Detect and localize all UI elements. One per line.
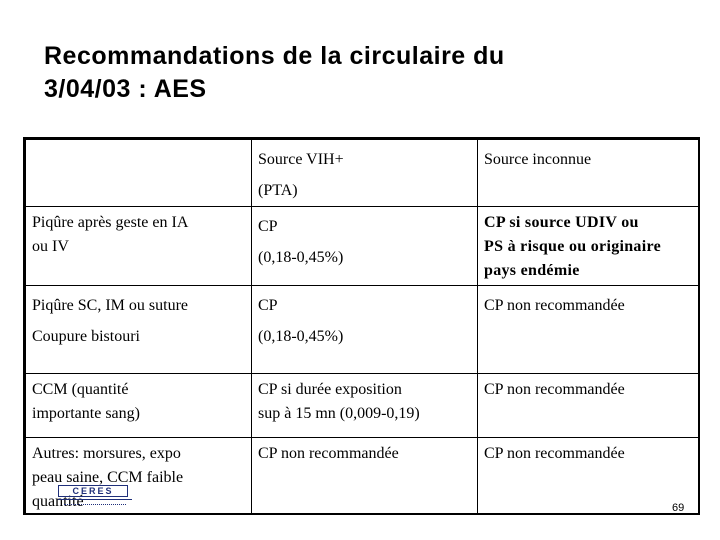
table-header-empty-cell — [26, 140, 252, 207]
cell-line: ou IV — [32, 238, 69, 255]
recommendations-table — [23, 137, 700, 515]
unknown-source-cell — [478, 286, 701, 374]
header-vih-line-1: Source VIH+ — [258, 151, 344, 168]
logo-subline — [64, 504, 126, 509]
ceres-logo-text: CERES — [58, 485, 128, 497]
cell-line: PS à risque ou originaire — [484, 238, 661, 255]
unknown-source-cell — [478, 374, 701, 438]
slide-title-line-1: Recommandations de la circulaire du — [44, 42, 505, 70]
page-number: 69 — [672, 502, 685, 514]
exposure-cell — [26, 286, 252, 374]
cell-line: CP — [258, 218, 278, 235]
cell-line: Piqûre SC, IM ou suture — [32, 297, 188, 314]
header-vih-line-2: (PTA) — [258, 182, 298, 199]
cell-line: Coupure bistouri — [32, 328, 140, 345]
slide-title — [44, 40, 684, 106]
cell-line: (0,18-0,45%) — [258, 328, 344, 345]
header-unknown-line-1: Source inconnue — [484, 151, 592, 168]
table-row — [26, 207, 701, 286]
table-header-row — [26, 140, 701, 207]
cell-line: CP non recommandée — [484, 445, 625, 462]
ceres-logo — [58, 485, 132, 513]
unknown-source-cell — [478, 207, 701, 286]
exposure-cell — [26, 374, 252, 438]
cell-line: quantité — [32, 493, 84, 510]
cell-line: Piqûre après geste en IA — [32, 214, 189, 231]
vih-source-cell — [252, 374, 478, 438]
cell-line: CP — [258, 297, 278, 314]
slide-title-line-2: 3/04/03 : AES — [44, 75, 207, 103]
cell-line: CP non recommandée — [258, 445, 399, 462]
table-row — [26, 374, 701, 438]
cell-line: peau saine, CCM faible — [32, 469, 184, 486]
cell-line: pays endémie — [484, 262, 580, 279]
cell-line: CP si source UDIV ou — [484, 214, 639, 231]
cell-line: sup à 15 mn (0,009-0,19) — [258, 405, 420, 422]
cell-line: Autres: morsures, expo — [32, 445, 181, 462]
table-header-cell-vih — [252, 140, 478, 207]
cell-line: importante sang) — [32, 405, 140, 422]
table-header-cell-unknown — [478, 140, 701, 207]
vih-source-cell — [252, 286, 478, 374]
cell-line: CCM (quantité — [32, 381, 129, 398]
cell-line: CP non recommandée — [484, 297, 625, 314]
cell-line: (0,18-0,45%) — [258, 249, 344, 266]
vih-source-cell — [252, 438, 478, 515]
exposure-cell — [26, 207, 252, 286]
unknown-source-cell — [478, 438, 701, 515]
vih-source-cell — [252, 207, 478, 286]
cell-line: CP non recommandée — [484, 381, 625, 398]
cell-line: CP si durée exposition — [258, 381, 402, 398]
table-row — [26, 286, 701, 374]
